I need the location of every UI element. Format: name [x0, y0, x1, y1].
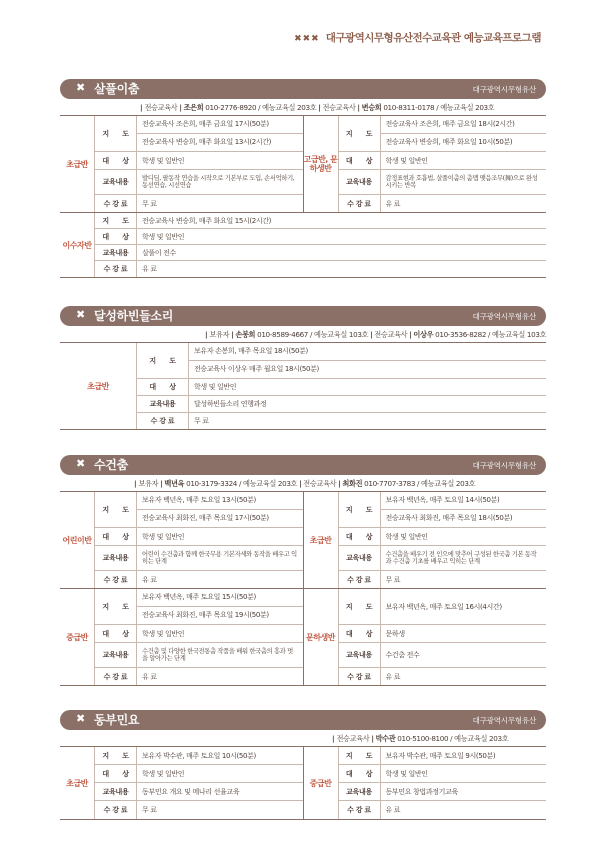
- field-text: 수 강 료: [95, 195, 137, 212]
- section-title: 살풀이춤: [94, 82, 140, 96]
- field-text: 대 상: [339, 152, 381, 169]
- contact-line: | 보유자 | 손봉희 010-8589-4667 / 예능교육실 103호 | 전승교육사 | 이상우 010-3536-8282 / 예능교육실 103호: [205, 330, 547, 339]
- class-block-intermediate: [303, 747, 547, 819]
- field-text: 지 도: [137, 343, 189, 378]
- field-text: 감정표현과 호흡법, 살풀이춤의 춤맵 맺음조무(舞)으로 완성시키는 반복: [385, 174, 538, 189]
- field-text: 유 료: [385, 806, 401, 814]
- field-text: 이상우: [413, 330, 434, 339]
- field-text: 보유자: [138, 479, 159, 488]
- level-label: 중급반: [309, 778, 332, 788]
- field-text: 학생 및 일반인: [385, 769, 428, 778]
- field-text: 학생 및 일반인: [142, 532, 185, 541]
- field-text: 지 도: [339, 492, 381, 527]
- field-text: 010-2776-8920 / 예능교육실 203호: [205, 103, 317, 112]
- section-title-bar: [60, 710, 546, 730]
- field-text: 010-3536-8282 / 예능교육실 103호: [435, 330, 547, 339]
- field-text: 교육내용: [339, 643, 381, 667]
- field-text: 수 강 료: [95, 668, 137, 685]
- field-text: 010-8589-4667 / 예능교육실 103호: [257, 330, 369, 339]
- contact-line: | 전승교육사 | 조은희 010-2776-8920 / 예능교육실 203호 | 전승교육사 | 변승희 010-8311-0178 / 예능교육실 203호: [140, 103, 495, 112]
- field-text: 손봉희: [235, 330, 256, 339]
- field-text: 전승교육사 변승희, 매주 화요일 15시(2시간): [142, 216, 272, 225]
- field-text: 지 도: [95, 492, 137, 527]
- field-text: 달성하빈들소리 연행과정: [194, 400, 267, 408]
- field-text: 발디딤, 팔동작 연습을 시작으로 기본부로 도입, 손서억하기, 동선연습, 시선연습: [142, 174, 295, 189]
- level-label: 고급반, 문하생반: [303, 155, 338, 173]
- field-text: 대 상: [95, 152, 137, 169]
- contact-line: | 전승교육사 | 박수관 010-5100-8100 / 예능교육실 203호: [332, 734, 509, 743]
- field-text: 보유자 백년옥, 매주 토요일 16시(4시간): [385, 602, 502, 611]
- field-text: 교육내용: [339, 170, 381, 194]
- field-text: 교육내용: [95, 245, 137, 260]
- field-text: 전승교육사: [144, 103, 178, 112]
- field-text: 대 상: [95, 528, 137, 545]
- field-text: 어린이 수건춤과 함께 한국무용 기본자세와 동작을 배우고 익히는 단계: [142, 550, 297, 565]
- field-text: 전승교육사: [374, 330, 408, 339]
- level-label: 어린이반: [62, 535, 92, 545]
- field-text: 지 도: [95, 747, 137, 764]
- field-text: 보유자 박수관, 매주 토요일 10시(50분): [142, 751, 256, 760]
- section-org: 대구광역시무형유산: [472, 716, 536, 725]
- cross-icon: ✖: [76, 308, 86, 321]
- field-text: 학생 및 일반인: [385, 532, 428, 541]
- field-text: 수건춤을 배우기 전 인으에 맞추어 구성된 한국춤 기본 동작과 수건춤 기초를 배우고 익히는 단계: [385, 550, 537, 565]
- field-text: 전승교육사 최화진, 매주 목요일 17시(50분): [142, 514, 269, 523]
- field-text: 수 강 료: [339, 195, 381, 212]
- section-title-bar: [60, 306, 546, 326]
- class-block-apprentice: [303, 589, 547, 685]
- page-header: [294, 30, 541, 45]
- class-block-beginner: [60, 116, 303, 212]
- level-label: 초급반: [66, 778, 88, 788]
- field-text: 전승교육사: [322, 103, 356, 112]
- field-text: 전승교육사 조은희, 매주 금요일 18시(2시간): [381, 116, 547, 134]
- field-text: 최화진: [342, 479, 363, 488]
- level-label: 문하생반: [306, 632, 335, 642]
- section-title-bar: [60, 79, 546, 99]
- field-text: 전승교육사 최화진, 매주 목요일 19시(50분): [142, 611, 269, 620]
- field-text: 교육내용: [95, 783, 137, 800]
- field-text: 전승교육사 최화진, 매주 목요일 18시(50분): [385, 514, 513, 523]
- section-org: 대구광역시무형유산: [472, 461, 536, 470]
- field-text: 전승교육사 이상우 매주 월요일 18시(50분): [194, 365, 319, 374]
- field-text: 대 상: [339, 625, 381, 642]
- field-text: 유 료: [142, 672, 157, 681]
- class-block-beginner: [60, 343, 546, 429]
- section-title: 달성하빈들소리: [94, 309, 174, 323]
- class-block-children: [60, 492, 303, 588]
- field-text: 교육내용: [95, 170, 137, 194]
- cross-icon: ✖: [76, 712, 86, 725]
- section-org: 대구광역시무형유산: [472, 312, 536, 321]
- field-text: 학생 및 일반인: [142, 232, 185, 241]
- field-text: 010-7707-3783 / 예능교육실 203호: [364, 479, 476, 488]
- contact-line: | 보유자 | 백년옥 010-3179-3324 / 예능교육실 203호 | 전승교육사 | 최화진 010-7707-3783 / 예능교육실 203호: [134, 479, 476, 488]
- field-text: 대 상: [137, 379, 189, 395]
- field-text: 전승교육사 변승희, 매주 화요일 10시(50분): [385, 138, 513, 147]
- section-dalseong: [60, 306, 546, 430]
- field-text: 전승교육사: [303, 479, 337, 488]
- field-text: 지 도: [339, 747, 381, 764]
- field-text: 010-8311-0178 / 예능교육실 203호: [383, 103, 495, 112]
- field-text: 수 강 료: [95, 261, 137, 277]
- field-text: 수 강 료: [95, 801, 137, 819]
- field-text: 교육내용: [95, 546, 137, 570]
- field-text: 수 강 료: [137, 413, 189, 429]
- section-org: 대구광역시무형유산: [472, 85, 536, 94]
- field-text: 지 도: [339, 589, 381, 624]
- class-block-beginner: [303, 492, 547, 588]
- field-text: 살풀이 전수: [142, 248, 176, 257]
- field-text: 010-5100-8100 / 예능교육실 203호: [397, 734, 509, 743]
- section-salpuri: [60, 79, 546, 278]
- field-text: 대 상: [95, 625, 137, 642]
- level-label: 중급반: [66, 632, 88, 642]
- guide-2: 전승교육사 변승희, 매주 화요일 13시(2시간): [142, 138, 272, 147]
- field-text: 무 료: [142, 806, 157, 814]
- field-text: 교육내용: [339, 546, 381, 570]
- field-text: 유 료: [142, 265, 157, 273]
- cross-icon: ✖: [76, 81, 86, 94]
- field-text: 대 상: [95, 229, 137, 244]
- field-text: 박수관: [375, 734, 396, 743]
- field-text: 지 도: [95, 213, 137, 228]
- field-text: 유 료: [142, 575, 157, 584]
- header-title: 대구광역시무형유산전수교육관 예능교육프로그램: [325, 32, 541, 44]
- section-title-bar: [60, 455, 546, 475]
- level-label: 초급반: [309, 535, 332, 545]
- field-text: 학생 및 일반인: [194, 383, 237, 391]
- field-text: 학생 및 일반인: [385, 156, 428, 165]
- field-text: 대 상: [339, 765, 381, 782]
- level-label: 초급반: [87, 381, 109, 391]
- field-text: 전승교육사: [336, 734, 370, 743]
- header-marks: ✖✖✖: [294, 34, 320, 44]
- section-title: 수건춤: [94, 458, 128, 472]
- field-text: 대 상: [339, 528, 381, 545]
- field-text: 문하생: [385, 629, 405, 638]
- field-text: 조은희: [183, 103, 204, 112]
- section-dongbu-minyo: [60, 710, 546, 820]
- field-text: 보유자 백년옥, 매주 토요일 13시(50분): [137, 492, 303, 510]
- class-block-intermediate: [60, 589, 303, 685]
- field-text: 수건춤 및 다양한 한국전통춤 작품을 배워 한국춤의 흥과 멋을 알아가는 단계: [142, 647, 293, 662]
- field-text: 유 료: [385, 672, 401, 681]
- field-text: 지 도: [95, 589, 137, 624]
- field-text: 지 도: [95, 116, 137, 151]
- level-label: 이수자반: [62, 240, 92, 250]
- field-text: 변승희: [361, 103, 382, 112]
- field-text: 010-3179-3324 / 예능교육실 203호: [186, 479, 298, 488]
- guide-1: 전승교육사 조은희, 매주 금요일 17시(50분): [137, 116, 303, 134]
- field-text: 동부민요 개요 및 메나리 선율교육: [142, 787, 240, 796]
- field-text: 수 강 료: [95, 571, 137, 588]
- field-text: 무 료: [385, 575, 401, 584]
- class-block-beginner: [60, 747, 303, 819]
- field-text: 학생 및 일반인: [142, 156, 185, 165]
- field-text: 교육내용: [339, 783, 381, 800]
- section-sugeonchum: [60, 455, 546, 686]
- field-text: 수 강 료: [339, 668, 381, 685]
- field-text: 보유자 백년옥, 매주 토요일 15시(50분): [137, 589, 303, 607]
- field-text: 보유자 박수관, 매주 토요일 9시(50분): [385, 751, 496, 760]
- field-text: 수 강 료: [339, 801, 381, 819]
- field-text: 유 료: [385, 199, 401, 208]
- field-text: 교육내용: [95, 643, 137, 667]
- class-block-graduate: [60, 213, 546, 277]
- field-text: 학생 및 일반인: [142, 769, 185, 778]
- field-text: 무 료: [194, 417, 209, 425]
- field-text: 보유자 백년옥, 매주 토요일 14시(50분): [381, 492, 547, 510]
- field-text: 백년옥: [164, 479, 185, 488]
- field-text: 지 도: [339, 116, 381, 151]
- field-text: 수 강 료: [339, 571, 381, 588]
- field-text: 학생 및 일반인: [142, 629, 185, 638]
- level-label: 초급반: [66, 159, 88, 169]
- cross-icon: ✖: [76, 457, 86, 470]
- field-text: 보유자 손봉희, 매주 목요일 18시(50분): [189, 343, 546, 361]
- field-text: 교육내용: [137, 396, 189, 412]
- section-title: 동부민요: [94, 713, 140, 727]
- field-text: 무 료: [142, 199, 157, 208]
- field-text: 보유자: [209, 330, 230, 339]
- field-text: 동부민요 창법과정기교육: [385, 787, 458, 796]
- class-block-advanced: [303, 116, 547, 212]
- field-text: 대 상: [95, 765, 137, 782]
- field-text: 수건춤 전수: [385, 651, 420, 659]
